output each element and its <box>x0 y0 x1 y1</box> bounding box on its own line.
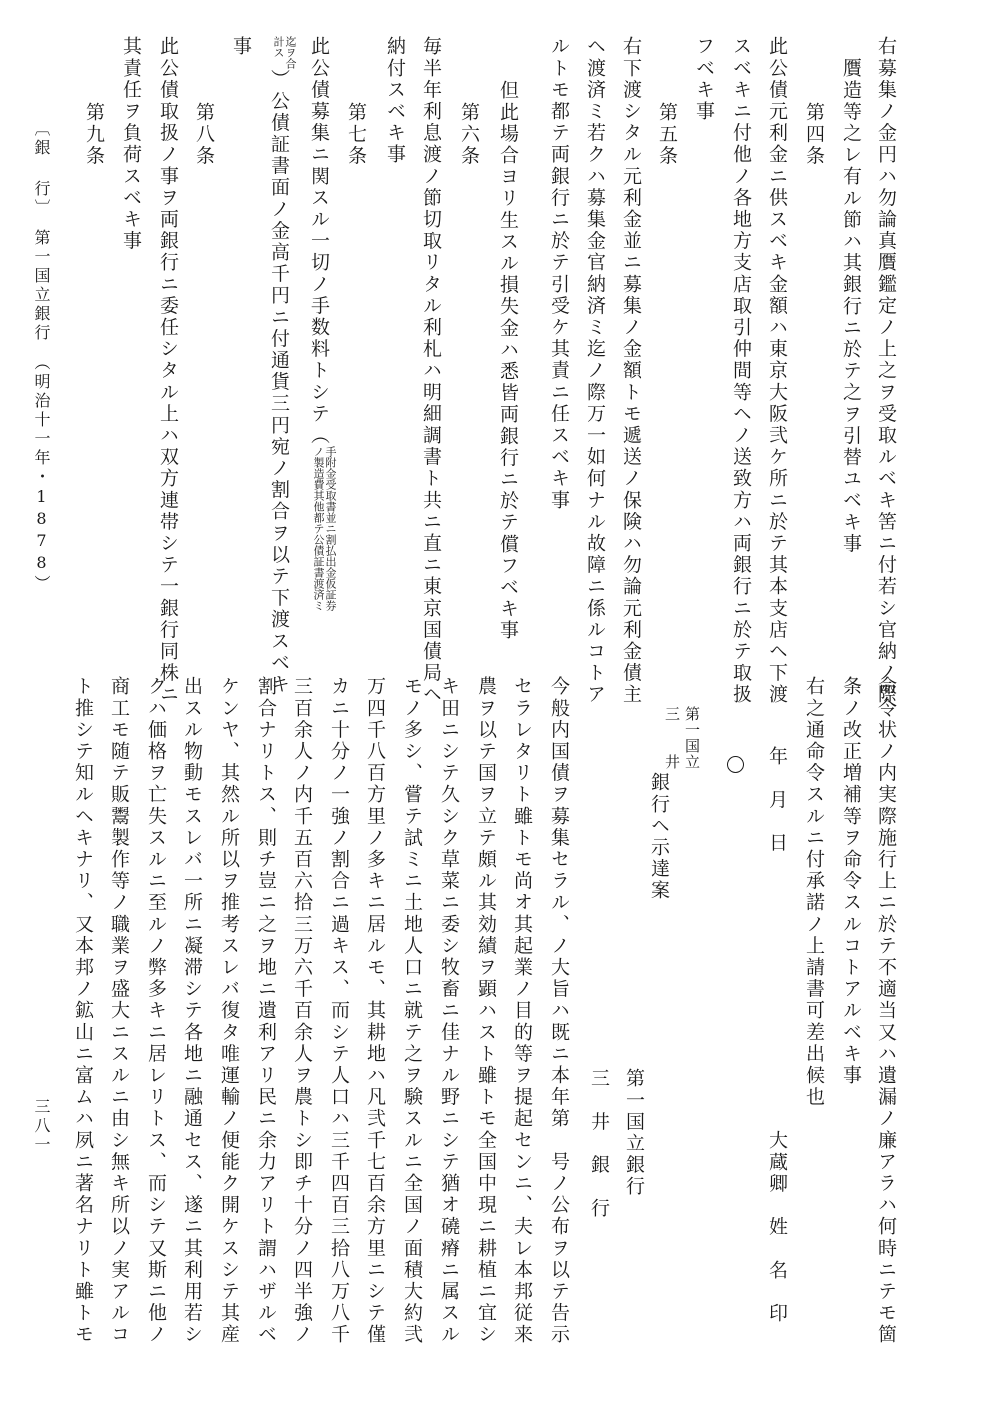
date-line: 年 月 日 <box>766 746 788 854</box>
total-annotation-line-2: 計ス <box>272 36 285 58</box>
lower-line-3: 右之通命令スルニ付承諾ノ上請書可差出候也 <box>803 676 825 1108</box>
upper-line-17: 迄ヲ合 計ス ）公債証書面ノ金高千円ニ付通貨三円宛ノ割合ヲ以テ下渡スベキ <box>268 36 297 696</box>
lower-line-17: 出スル物動モスレバ一所ニ凝滞シテ各地ニ融通セス、遂ニ其利用若シ <box>181 676 203 1346</box>
fee-annotation <box>312 446 336 611</box>
upper-line-1: 右募集ノ金円ハ勿論真贋鑑定ノ上之ヲ受取ルベキ筈ニ付若シ官納ノ際 <box>875 36 897 706</box>
lower-line-1: 命令状ノ内実際施行上ニ於テ不適当又ハ遺漏ノ廉アラハ何時ニテモ箇 <box>875 676 897 1346</box>
article-9-heading: 第九条 <box>83 102 105 167</box>
upper-line-2: 贋造等之レ有ル節ハ其銀行ニ於テ之ヲ引替ユベキ事 <box>840 58 862 555</box>
article-6-heading: 第六条 <box>458 102 480 167</box>
upper-line-21: 其責任ヲ負荷スベキ事 <box>120 36 142 252</box>
upper-line-16: 此公債募集ニ関スル一切ノ手数料トシテ（ 手附金受取書並ニ割払出金仮証券 ノ製造費其他都テ公債証書渡済ミ <box>308 36 337 612</box>
upper-line-5: スベキニ付他ノ各地方支店取引仲間等ヘノ送致方ハ両銀行ニ於テ取扱 <box>730 36 752 706</box>
lower-line-14: 三百余人ノ内千五百六拾三万六千百余人ヲ農トシ即チ十分ノ四半強ノ <box>291 676 313 1346</box>
circle-mark <box>727 756 744 773</box>
directive-title: 銀行ヘ示達案 <box>648 772 670 902</box>
lower-line-19: 商工モ随テ販鬻製作等ノ職業ヲ盛大ニスルニ由シ無キ所以ノ実アルコ <box>108 676 130 1346</box>
header-era: （明治十一年・1878） <box>32 362 51 594</box>
upper-line-13: 毎半年利息渡ノ節切取リタル利札ハ明細調書ト共ニ直ニ東京国債局ヘ <box>420 36 442 706</box>
lower-line-13: カニ十分ノ一強ノ割合ニ過キス、而シテ人口ハ三千四百三拾八万八千 <box>328 676 350 1346</box>
lower-line-7: 今般内国債ヲ募集セラル、ノ大旨ハ既ニ本年第 号ノ公布ヲ以テ告示 <box>548 676 570 1346</box>
total-annotation <box>272 36 296 69</box>
total-annotation-line-1: 迄ヲ合 <box>284 36 297 69</box>
lower-line-2: 条ノ改正増補等ヲ命令スルコトアルベキ事 <box>840 676 862 1087</box>
bank-name-small-1: 第一国立 <box>683 706 701 770</box>
upper-line-16-text: 此公債募集ニ関スル一切ノ手数料トシテ <box>308 36 330 425</box>
signature-bank-2: 三 井 銀 行 <box>588 1068 610 1220</box>
article-7-heading: 第七条 <box>345 102 367 167</box>
lower-line-12: 万四千八百方里ノ多キニ居ルモ、其耕地ハ凡弐千七百余方里ニシテ僅 <box>364 676 386 1346</box>
upper-line-14: 納付スベキ事 <box>384 36 406 166</box>
lower-line-15: 割合ナリトス、則チ豈ニ之ヲ地ニ遺利アリ民ニ余力アリト謂ハザルベ <box>255 676 277 1346</box>
article-8-heading: 第八条 <box>193 102 215 167</box>
bank-name-small-2: 三 井 <box>663 706 681 770</box>
upper-line-20: 此公債取扱ノ事ヲ両銀行ニ委任シタル上ハ双方連帯シテ一銀行同株ニ <box>157 36 179 706</box>
lower-line-16: ケンヤ、其然ル所以ヲ推考スレバ復タ唯運輸ノ便能ク開ケスシテ其産 <box>218 676 240 1346</box>
lower-line-10: キ田ニシテ久シク草菜ニ委シ牧畜ニ佳ナル野ニシテ猶オ磽瘠ニ属スル <box>438 676 460 1346</box>
upper-line-4: 此公債元利金ニ供スベキ金額ハ東京大阪弐ケ所ニ於テ其本支店ヘ下渡 <box>766 36 788 706</box>
upper-line-17-text: 公債証書面ノ金高千円ニ付通貨三円宛ノ割合ヲ以テ下渡スベキ <box>268 90 290 696</box>
lower-line-18: クハ価格ヲ亡失スルニ至ルノ弊多キニ居レリトス、而シテ又斯ニ他ノ <box>145 676 167 1346</box>
bank-names-small <box>685 706 699 770</box>
article-4-heading: 第四条 <box>803 102 825 167</box>
signature-bank-1: 第一国立銀行 <box>623 1068 645 1198</box>
upper-line-6: フベキ事 <box>693 36 715 123</box>
fee-annotation-line-1: 手附金受取書並ニ割払出金仮証券 <box>324 446 337 612</box>
lower-line-8: セラレタリト雖トモ尚オ其起業ノ目的等ヲ提起センニ、夫レ本邦従来 <box>511 676 533 1346</box>
bank-names-small-2 <box>665 706 679 770</box>
lower-line-9: 農ヲ以テ国ヲ立テ頗ル其効績ヲ顕ハスト雖トモ全国中現ニ耕植ニ宜シ <box>475 676 497 1346</box>
upper-proviso: 但此場合ヨリ生スル損失金ハ悉皆両銀行ニ於テ償フベキ事 <box>497 80 519 642</box>
running-header <box>30 120 52 594</box>
page-number: 三八一 <box>32 1098 51 1155</box>
upper-line-10: ルトモ都テ両銀行ニ於テ引受ケ其責ニ任スベキ事 <box>548 36 570 512</box>
lower-line-11: モノ多シ、嘗テ試ミニ土地人口ニ就テ之ヲ験スルニ全国ノ面積大約弐 <box>401 676 423 1346</box>
upper-line-8: 右下渡シタル元利金並ニ募集ノ金額トモ遞送ノ保険ハ勿論元利金債主 <box>620 36 642 706</box>
upper-line-18: 事 <box>230 36 252 58</box>
upper-line-9: ヘ渡済ミ若クハ募集金官納済ミ迄ノ際万一如何ナル故障ニ係ルコトア <box>584 36 606 706</box>
article-5-heading: 第五条 <box>656 102 678 167</box>
header-bank-name: 第一国立銀行 <box>32 229 51 343</box>
minister-signature: 大蔵卿 姓 名 印 <box>766 1130 788 1325</box>
lower-line-20: ト推シテ知ルヘキナリ、又本邦ノ鉱山ニ富ムハ夙ニ著名ナリト雖トモ <box>72 676 94 1346</box>
header-bank-section: 〔銀 行〕 <box>32 120 51 210</box>
fee-annotation-line-2: ノ製造費其他都テ公債証書渡済ミ <box>312 446 325 612</box>
